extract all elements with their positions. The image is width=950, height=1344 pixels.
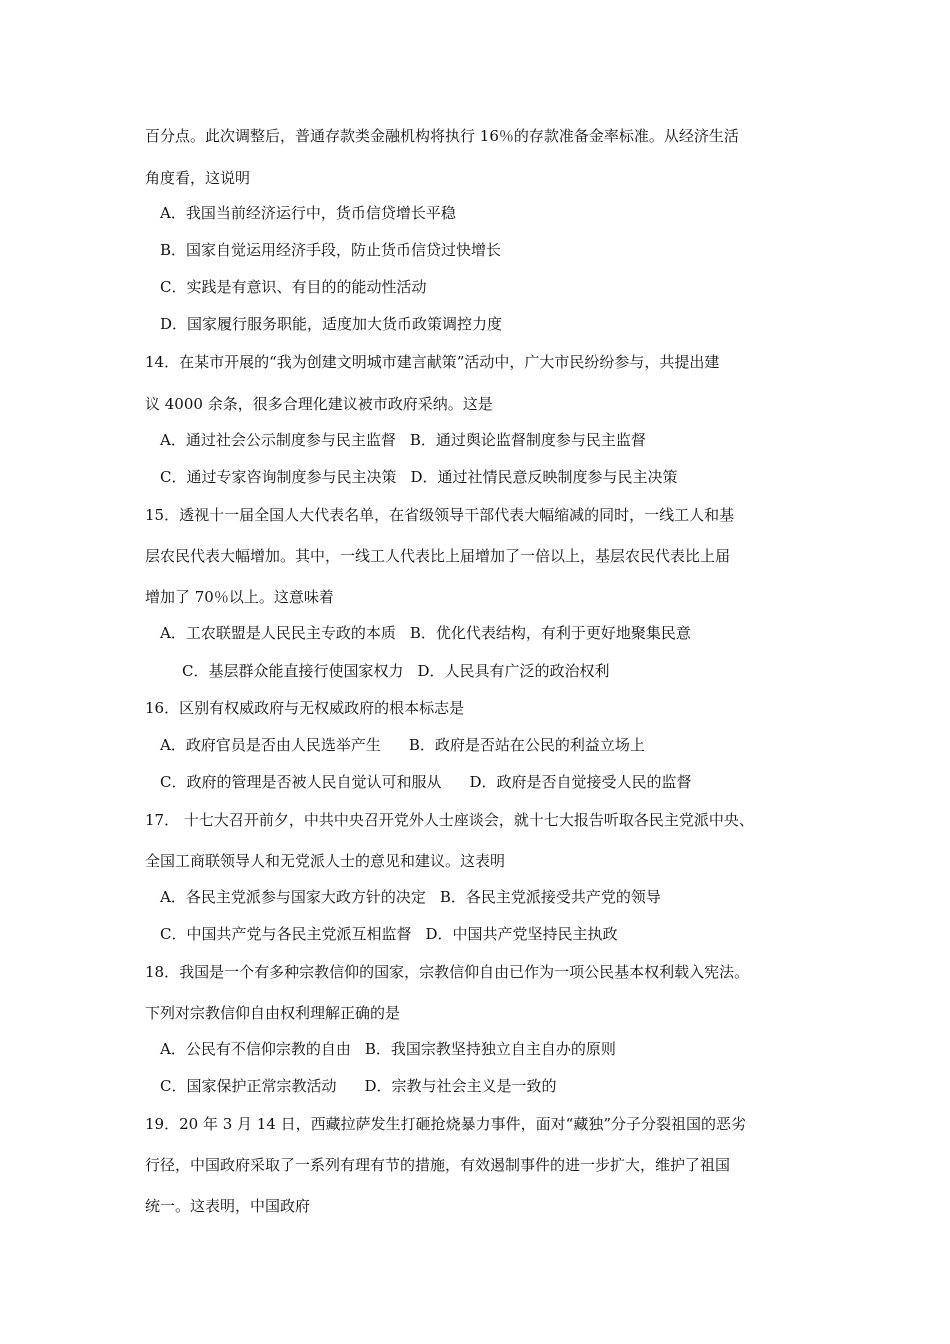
option-c: C．中国共产党与各民主党派互相监督 bbox=[160, 925, 412, 943]
option-c: C．实践是有意识、有目的的能动性活动 bbox=[160, 278, 427, 296]
option-a: A．工农联盟是人民民主专政的本质 bbox=[160, 624, 396, 642]
question-18-options-row bbox=[160, 1039, 616, 1059]
question-15-stem: 增加了 70％以上。这意味着 bbox=[145, 588, 334, 606]
question-14-stem: 14．在某市开展的“我为创建文明城市建言献策”活动中，广大市民纷纷参与，共提出建 bbox=[145, 353, 720, 371]
option-d: D．中国共产党坚持民主执政 bbox=[425, 925, 618, 943]
question-19-stem: 统一。这表明，中国政府 bbox=[145, 1197, 311, 1215]
question-14-stem: 议 4000 余条，很多合理化建议被市政府采纳。这是 bbox=[145, 395, 493, 413]
option-b: B．各民主党派接受共产党的领导 bbox=[439, 888, 661, 906]
option-b: B．政府是否站在公民的利益立场上 bbox=[408, 736, 645, 754]
question-18-stem: 18．我国是一个有多种宗教信仰的国家，宗教信仰自由已作为一项公民基本权利载入宪法。 bbox=[145, 963, 750, 981]
question-15-options-row bbox=[182, 661, 610, 681]
option-b: B．我国宗教坚持独立自主自办的原则 bbox=[364, 1040, 616, 1058]
question-17-options-row bbox=[160, 924, 618, 944]
question-17-stem: 17． 十七大召开前夕，中共中央召开党外人士座谈会，就十七大报告听取各民主党派中央、 bbox=[145, 811, 754, 829]
option-a: A．通过社会公示制度参与民主监督 bbox=[160, 431, 396, 449]
question-15-stem: 15．透视十一届全国人大代表名单，在省级领导干部代表大幅缩减的同时，一线工人和基 bbox=[145, 506, 735, 524]
option-b: B．优化代表结构，有利于更好地聚集民意 bbox=[409, 624, 691, 642]
option-a: A．我国当前经济运行中，货币信贷增长平稳 bbox=[160, 204, 456, 222]
question-15-options-row bbox=[160, 623, 691, 643]
continued-stem-line: 百分点。此次调整后，普通存款类金融机构将执行 16％的存款准备金率标准。从经济生活 bbox=[145, 127, 739, 145]
question-18-options-row bbox=[160, 1076, 557, 1096]
option-d: D．通过社情民意反映制度参与民主决策 bbox=[410, 468, 678, 486]
option-d: D．国家履行服务职能，适度加大货币政策调控力度 bbox=[160, 315, 503, 333]
option-c: C．政府的管理是否被人民自觉认可和服从 bbox=[160, 773, 442, 791]
question-16-options-row bbox=[160, 735, 645, 755]
question-14-options-row bbox=[160, 467, 678, 487]
question-19-stem: 19．20 年 3 月 14 日，西藏拉萨发生打砸抢烧暴力事件，面对“藏独”分子分裂祖国的恶劣 bbox=[145, 1115, 746, 1133]
option-a: A．政府官员是否由人民选举产生 bbox=[160, 736, 381, 754]
question-19-stem: 行径，中国政府采取了一系列有理有节的措施，有效遏制事件的进一步扩大，维护了祖国 bbox=[145, 1156, 731, 1174]
option-a: A．各民主党派参与国家大政方针的决定 bbox=[160, 888, 426, 906]
option-d: D．人民具有广泛的政治权利 bbox=[417, 662, 610, 680]
question-17-stem: 全国工商联领导人和无党派人士的意见和建议。这表明 bbox=[145, 852, 506, 870]
option-c: C．通过专家咨询制度参与民主决策 bbox=[160, 468, 397, 486]
option-a: A．公民有不信仰宗教的自由 bbox=[160, 1040, 351, 1058]
question-17-options-row bbox=[160, 887, 661, 907]
option-c: C．基层群众能直接行使国家权力 bbox=[182, 662, 404, 680]
option-c: C．国家保护正常宗教活动 bbox=[160, 1077, 337, 1095]
question-14-options-row bbox=[160, 430, 646, 450]
continued-stem-line: 角度看，这说明 bbox=[145, 169, 251, 187]
question-16-options-row bbox=[160, 772, 692, 792]
question-16-stem: 16．区别有权威政府与无权威政府的根本标志是 bbox=[145, 699, 465, 717]
option-d: D．政府是否自觉接受人民的监督 bbox=[469, 773, 692, 791]
option-b: B．通过舆论监督制度参与民主监督 bbox=[409, 431, 646, 449]
question-18-stem: 下列对宗教信仰自由权利理解正确的是 bbox=[145, 1004, 401, 1022]
option-b: B．国家自觉运用经济手段，防止货币信贷过快增长 bbox=[160, 241, 502, 259]
question-15-stem: 层农民代表大幅增加。其中，一线工人代表比上届增加了一倍以上，基层农民代表比上届 bbox=[145, 547, 731, 565]
option-d: D．宗教与社会主义是一致的 bbox=[364, 1077, 557, 1095]
